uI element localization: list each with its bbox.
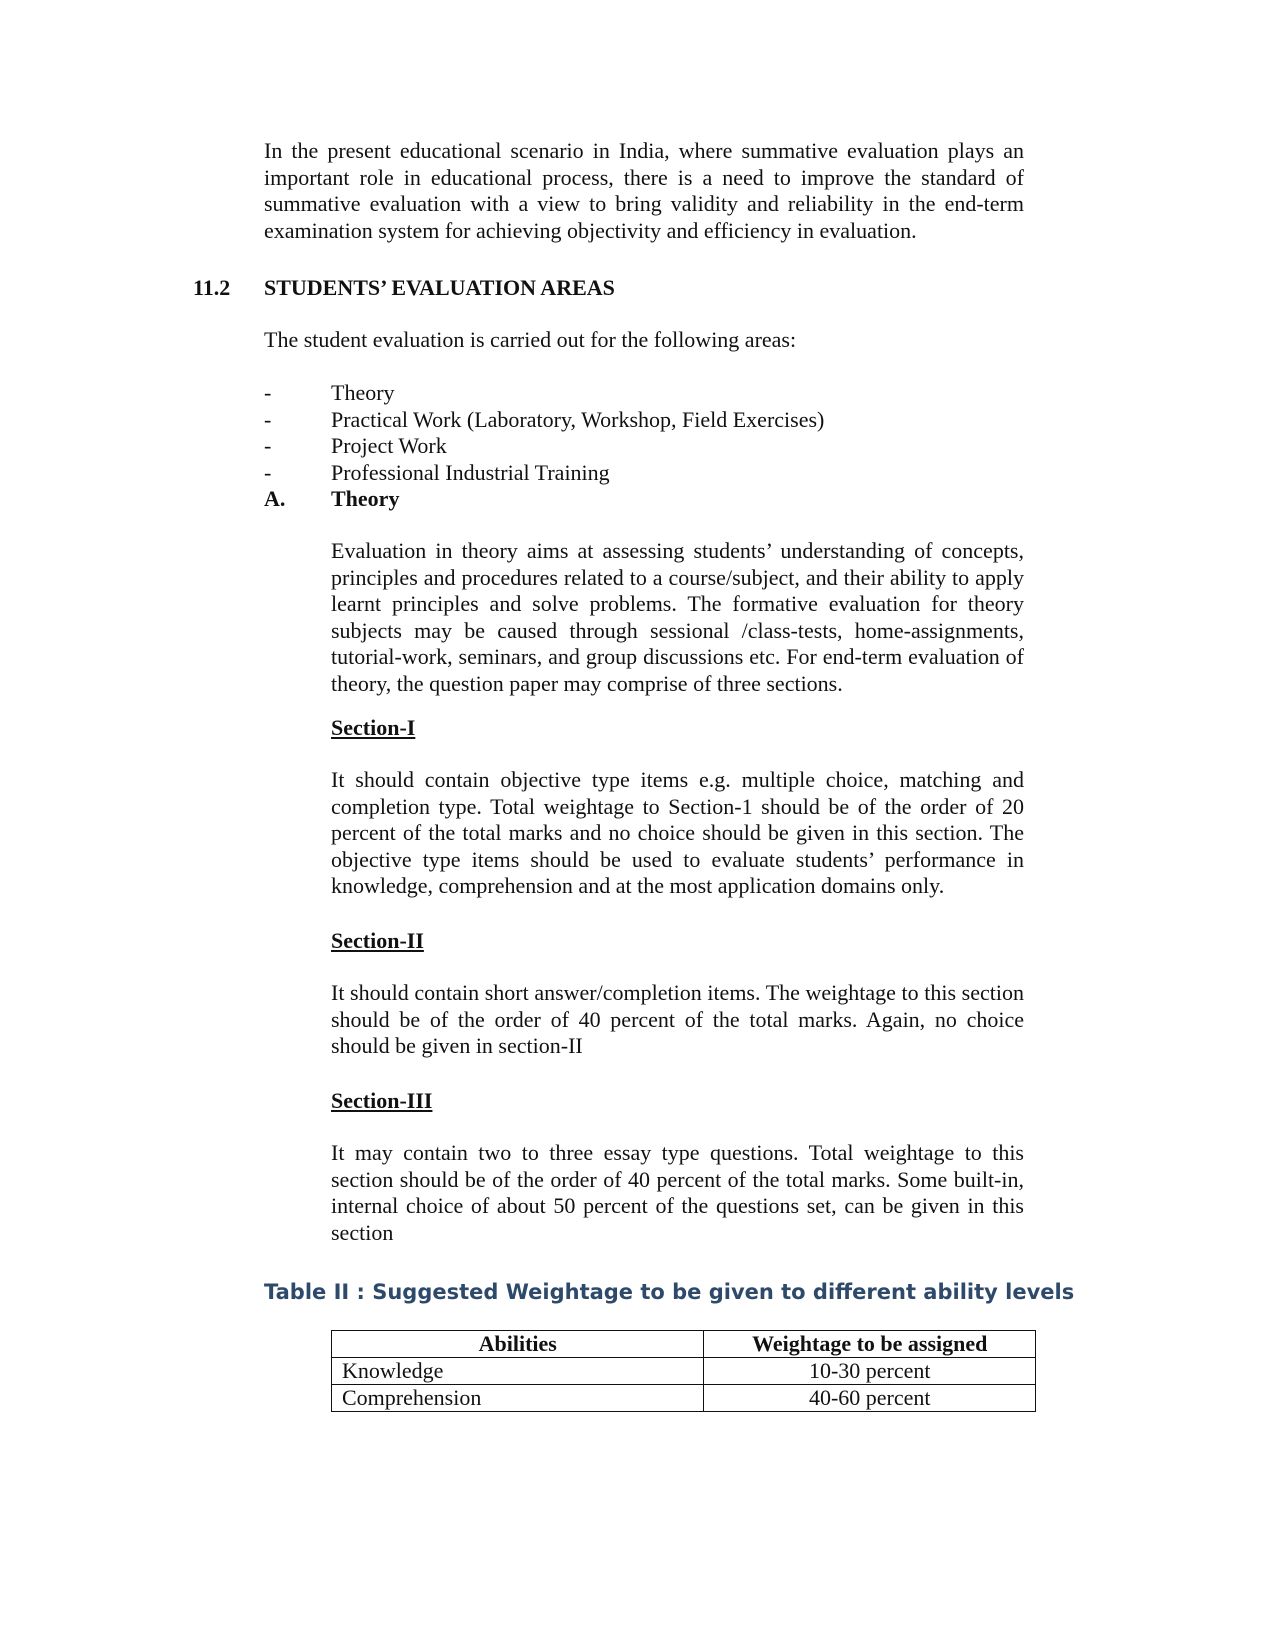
table-header-row xyxy=(332,1331,1036,1358)
subsection-title: Theory xyxy=(331,486,400,511)
section-iii-title: Section-III xyxy=(331,1088,433,1113)
table-cell-ability: Knowledge xyxy=(332,1358,704,1385)
subsection-letter: A. xyxy=(264,486,286,511)
table-row xyxy=(332,1385,1036,1412)
list-item xyxy=(264,433,1024,460)
section-lead: The student evaluation is carried out for the following areas: xyxy=(264,327,797,352)
section-i-title: Section-I xyxy=(331,715,416,740)
section-i-text: It should contain objective type items e.g. multiple choice, matching and completion type. Total weightage to Section-1 should be of the order of 20 percent of the total marks and no choice should be given in this section. The objective type items should be used to evaluate students’ performance in knowledge, comprehension and at the most application domains only. xyxy=(331,767,1024,898)
list-item-text: Theory xyxy=(331,380,395,405)
table-caption: Table II : Suggested Weightage to be given to different ability levels xyxy=(264,1280,1075,1304)
weightage-table xyxy=(331,1330,1036,1412)
evaluation-areas-list xyxy=(264,380,1024,486)
section-ii-title: Section-II xyxy=(331,928,424,953)
list-item-text: Project Work xyxy=(331,433,447,458)
bullet-marker: - xyxy=(264,433,272,458)
table-header-abilities: Abilities xyxy=(332,1331,704,1358)
table-cell-weightage: 40-60 percent xyxy=(704,1385,1036,1412)
section-ii-text: It should contain short answer/completion items. The weightage to this section should be of the order of 40 percent of the total marks. Again, no choice should be given in section-II xyxy=(331,980,1024,1058)
section-number: 11.2 xyxy=(193,275,231,300)
intro-paragraph: In the present educational scenario in India, where summative evaluation plays an important role in educational process, there is a need to improve the standard of summative evaluation with a view to bring validity and reliability in the end-term examination system for achieving objectivity and efficiency in evaluation. xyxy=(264,138,1024,243)
table-row xyxy=(332,1358,1036,1385)
theory-paragraph: Evaluation in theory aims at assessing students’ understanding of concepts, principles and procedures related to a course/subject, and their ability to apply learnt principles and solve problems. The formative evaluation for theory subjects may be caused through sessional /class-tests, home-assignments, tutorial-work, seminars, and group discussions etc. For end-term evaluation of theory, the question paper may comprise of three sections. xyxy=(331,538,1024,696)
table-cell-ability: Comprehension xyxy=(332,1385,704,1412)
list-item xyxy=(264,460,1024,487)
section-iii-text: It may contain two to three essay type questions. Total weightage to this section should be of the order of 40 percent of the total marks. Some built-in, internal choice of about 50 percent of the questions set, can be given in this section xyxy=(331,1140,1024,1245)
table-cell-weightage: 10-30 percent xyxy=(704,1358,1036,1385)
section-title: STUDENTS’ EVALUATION AREAS xyxy=(264,275,615,300)
bullet-marker: - xyxy=(264,380,272,405)
list-item xyxy=(264,407,1024,434)
bullet-marker: - xyxy=(264,459,272,485)
subsection-a-heading xyxy=(264,486,1024,513)
bullet-marker: - xyxy=(264,406,272,432)
list-item-text: Professional Industrial Training xyxy=(331,459,610,485)
table-header-weightage: Weightage to be assigned xyxy=(704,1331,1036,1358)
list-item xyxy=(264,380,1024,407)
list-item-text: Practical Work (Laboratory, Workshop, Field Exercises) xyxy=(331,406,825,432)
